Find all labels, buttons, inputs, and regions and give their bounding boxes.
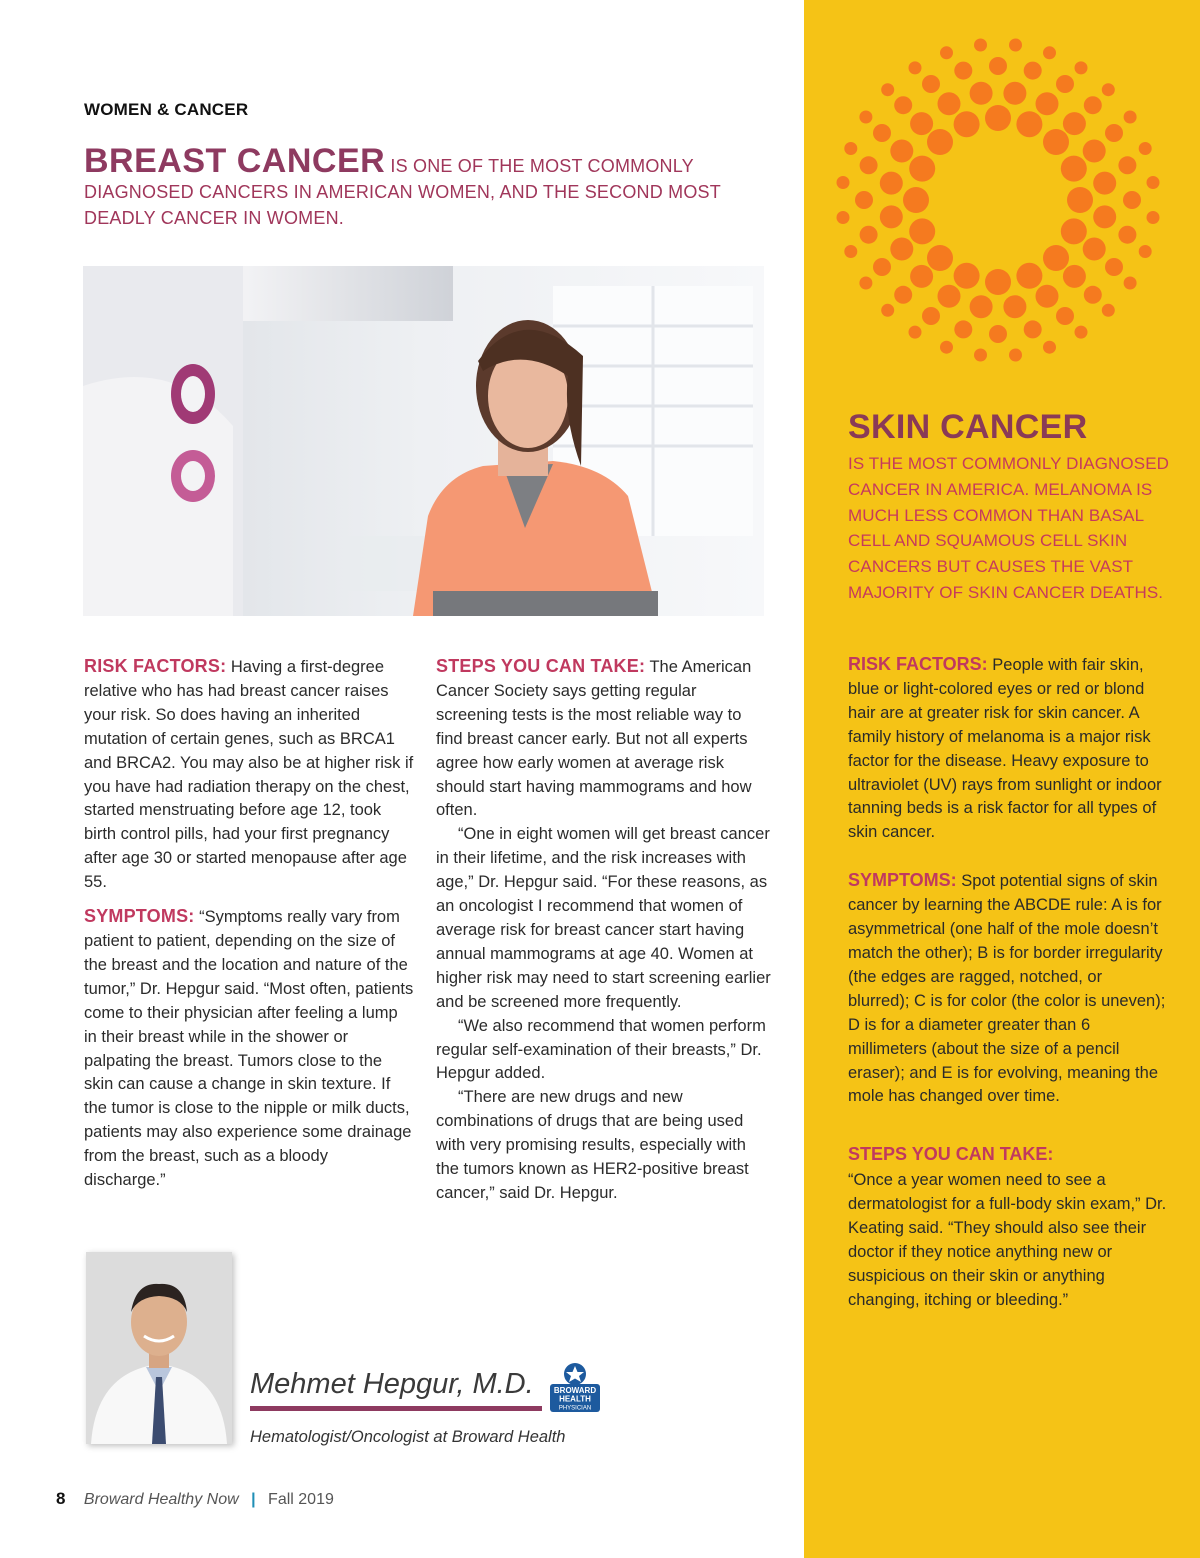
issue-label: Fall 2019 [268,1491,334,1508]
sun-dot [974,349,987,362]
doctor-name-underline [250,1406,542,1411]
section-label: WOMEN & CANCER [84,100,249,119]
sun-dot [922,75,940,93]
breast-steps-para3: “We also recommend that women perform regular self-examination of their breasts,” Dr. Hepgur added. [436,1016,766,1083]
headline-rest: IS ONE OF THE MOST COMMONLY DIAGNOSED CANCERS IN AMERICAN WOMEN, AND THE SECOND MOST DEADLY CANCER IN WOMEN. [84,156,721,228]
badge-line3: PHYSICIAN [558,1405,592,1412]
sun-dot [954,320,972,338]
doctor-name: Mehmet Hepgur, M.D. [250,1368,534,1400]
skin-symptoms-block [848,869,1168,1109]
sun-dot [890,238,913,261]
sun-dot [940,46,953,59]
sun-dot [880,205,903,228]
sun-dot [970,82,993,105]
sun-dot [837,211,850,224]
sun-dot [859,111,872,124]
footer-separator: | [251,1491,256,1508]
sun-dot [1083,238,1106,261]
skin-symptoms-text: Spot potential signs of skin cancer by learning the ABCDE rule: A is for asymmetrical (one half of the mole doesn’t match the other); B is for border irregularity (the edges are ragged, notched, or blurred); C is for color (the color is uneven); D is for a diameter greater than 6 millimeters (about the size of a pencil eraser); and E is for evolving, meaning the mole has changed over time. [848,872,1166,1106]
skin-risk-text: People with fair skin, blue or light-colored eyes or red or blond hair are at greater risk for skin cancer. A family history of melanoma is a major risk factor for the disease. Heavy exposure to ultraviolet (UV) rays from sunlight or indoor tanning beds is a risk factor for all types of skin cancer. [848,656,1162,842]
sun-dot [880,172,903,195]
sun-dot [860,156,878,174]
sun-dot [894,96,912,114]
sun-dot [974,39,987,52]
sun-dot [844,245,857,258]
breast-steps-para4: “There are new drugs and new combinations of drugs that are being used with very promising results, especially with the tumors known as HER2-positive breast cancer,” said Dr. Hepgur. [436,1088,749,1202]
breast-risk-label: RISK FACTORS: [84,656,227,676]
sun-dot [954,263,980,289]
sun-dot [1024,320,1042,338]
sun-dot [1105,124,1123,142]
sun-dot [1003,82,1026,105]
sun-dot [1036,92,1059,115]
sun-dot [1009,39,1022,52]
doctor-portrait [86,1252,232,1444]
sun-dot [1067,187,1093,213]
sun-dot [1083,140,1106,163]
sun-dot [1016,111,1042,137]
skin-steps-text: “Once a year women need to see a dermatologist for a full-body skin exam,” Dr. Keating said. “They should also see their doctor if they notice anything new or suspicious on their skin or anything changing, itching or bleeding.” [848,1171,1167,1309]
sun-dot [1147,211,1160,224]
breast-steps-text: The American Cancer Society says getting regular screening tests is the most reliable way to find breast cancer early. But not all experts agree how early women at average risk should start having mammograms and how often. [436,658,752,820]
skin-symptoms-label: SYMPTOMS: [848,870,957,891]
sun-dot [1061,156,1087,182]
skin-cancer-body [848,653,1168,1313]
sun-dot [909,218,935,244]
sun-dot [909,61,922,74]
sun-dot [1124,111,1137,124]
breast-steps-para2: “One in eight women will get breast cancer in their lifetime, and the risk increases with age,” Dr. Hepgur said. “For these reasons, as an oncologist I recommend that women of average risk for breast cancer start having annual mammograms at age 40. Women at higher risk may need to start screening earlier and be screened more frequently. [436,825,771,1011]
sun-dot [881,304,894,317]
skin-steps-label: STEPS YOU CAN TAKE: [848,1144,1054,1165]
sun-dot [954,62,972,80]
page-number: 8 [56,1489,66,1508]
doctor-photo [86,1252,232,1444]
sun-dot [910,112,933,135]
sun-dot [1003,295,1026,318]
sun-dot [855,191,873,209]
page-footer [56,1489,334,1509]
sun-dot [1124,277,1137,290]
sun-dot [1056,75,1074,93]
sun-dot [1102,304,1115,317]
broward-health-star-icon [548,1362,602,1414]
sun-dot [989,57,1007,75]
hero-illustration [83,266,764,616]
breast-steps-label: STEPS YOU CAN TAKE: [436,656,646,676]
skin-cancer-title: SKIN CANCER [848,408,1088,446]
sun-dot [1075,326,1088,339]
broward-health-physician-logo [548,1362,602,1414]
sun-dot [903,187,929,213]
sun-dot [1043,129,1069,155]
sun-dot [909,326,922,339]
sun-dot [859,277,872,290]
sun-dot [1084,286,1102,304]
sun-dot [844,142,857,155]
breast-symptoms-block [84,905,414,1193]
breast-risk-block [84,655,414,895]
sun-dot [1105,258,1123,276]
headline [84,142,724,231]
sun-dot [940,341,953,354]
skin-risk-block [848,653,1168,845]
sun-dot [1102,83,1115,96]
skin-risk-label: RISK FACTORS: [848,654,988,674]
breast-left-column [84,655,414,1193]
sun-dot [927,129,953,155]
sun-dot [938,285,961,308]
sun-dot [1024,62,1042,80]
sun-dot [1118,226,1136,244]
sun-dot [1084,96,1102,114]
sun-dot [1093,172,1116,195]
hero-photo-nurse-mammography [83,266,764,616]
badge-line2: HEALTH [559,1394,591,1404]
doctor-title: Hematologist/Oncologist at Broward Health [250,1428,566,1446]
sun-dot [1056,307,1074,325]
sun-dot [1063,265,1086,288]
sun-dots-icon [828,30,1168,370]
sun-dot [1118,156,1136,174]
sun-dot [970,295,993,318]
sun-dot [1061,218,1087,244]
sun-dot [1147,176,1160,189]
sun-dot [909,156,935,182]
skin-cancer-subtitle: IS THE MOST COMMONLY DIAGNOSED CANCER IN AMERICA. MELANOMA IS MUCH LESS COMMON THAN BASAL CELL AND SQUAMOUS CELL SKIN CANCERS BUT CAUSES THE VAST MAJORITY OF SKIN CANCER DEATHS. [848,454,1170,602]
sun-dot [890,140,913,163]
sun-dot [1139,245,1152,258]
sun-dot [1093,205,1116,228]
sun-dot [881,83,894,96]
sun-dot [910,265,933,288]
sun-dot [1009,349,1022,362]
sun-dot [873,258,891,276]
skin-steps-block [848,1143,1168,1312]
sun-dot [1075,61,1088,74]
sun-dot [985,269,1011,295]
sun-dot [1043,341,1056,354]
sun-dot [927,245,953,271]
sun-dot [894,286,912,304]
sun-dot [860,226,878,244]
sun-dot [1036,285,1059,308]
breast-symptoms-label: SYMPTOMS: [84,906,195,927]
sun-dot [1043,245,1069,271]
skin-cancer-sidebar [804,0,1200,1558]
badge-line1: BROWARD [553,1386,597,1395]
sun-dot [1043,46,1056,59]
breast-steps-block [436,655,771,823]
sun-dot [938,92,961,115]
sun-dot [1016,263,1042,289]
headline-big: BREAST CANCER [84,142,386,180]
sun-dot [985,105,1011,131]
sun-dot [1063,112,1086,135]
sun-dot [922,307,940,325]
sun-dot [1139,142,1152,155]
sun-dot [873,124,891,142]
sun-dot [954,111,980,137]
sun-dot [989,325,1007,343]
sun-dot [837,176,850,189]
breast-risk-text: Having a first-degree relative who has had breast cancer raises your risk. So does having an inherited mutation of certain genes, such as BRCA1 and BRCA2. You may also be at higher risk if you have had radiation therapy on the chest, started menstruating before age 12, took birth control pills, had your first pregnancy after age 30 or started menopause after age 55. [84,658,414,892]
magazine-name: Broward Healthy Now [83,1491,239,1508]
breast-right-column [436,655,771,1206]
breast-symptoms-text: “Symptoms really vary from patient to patient, depending on the size of the breast and the location and nature of the tumor,” Dr. Hepgur said. “Most often, patients come to their physician after feeling a lump in their breast while in the shower or palpating the breast. Tumors close to the skin can cause a change in skin texture. If the tumor is close to the nipple or milk ducts, patients may also experience some drainage from the breast, such as a bloody discharge.” [84,908,414,1190]
sun-dot [1123,191,1141,209]
